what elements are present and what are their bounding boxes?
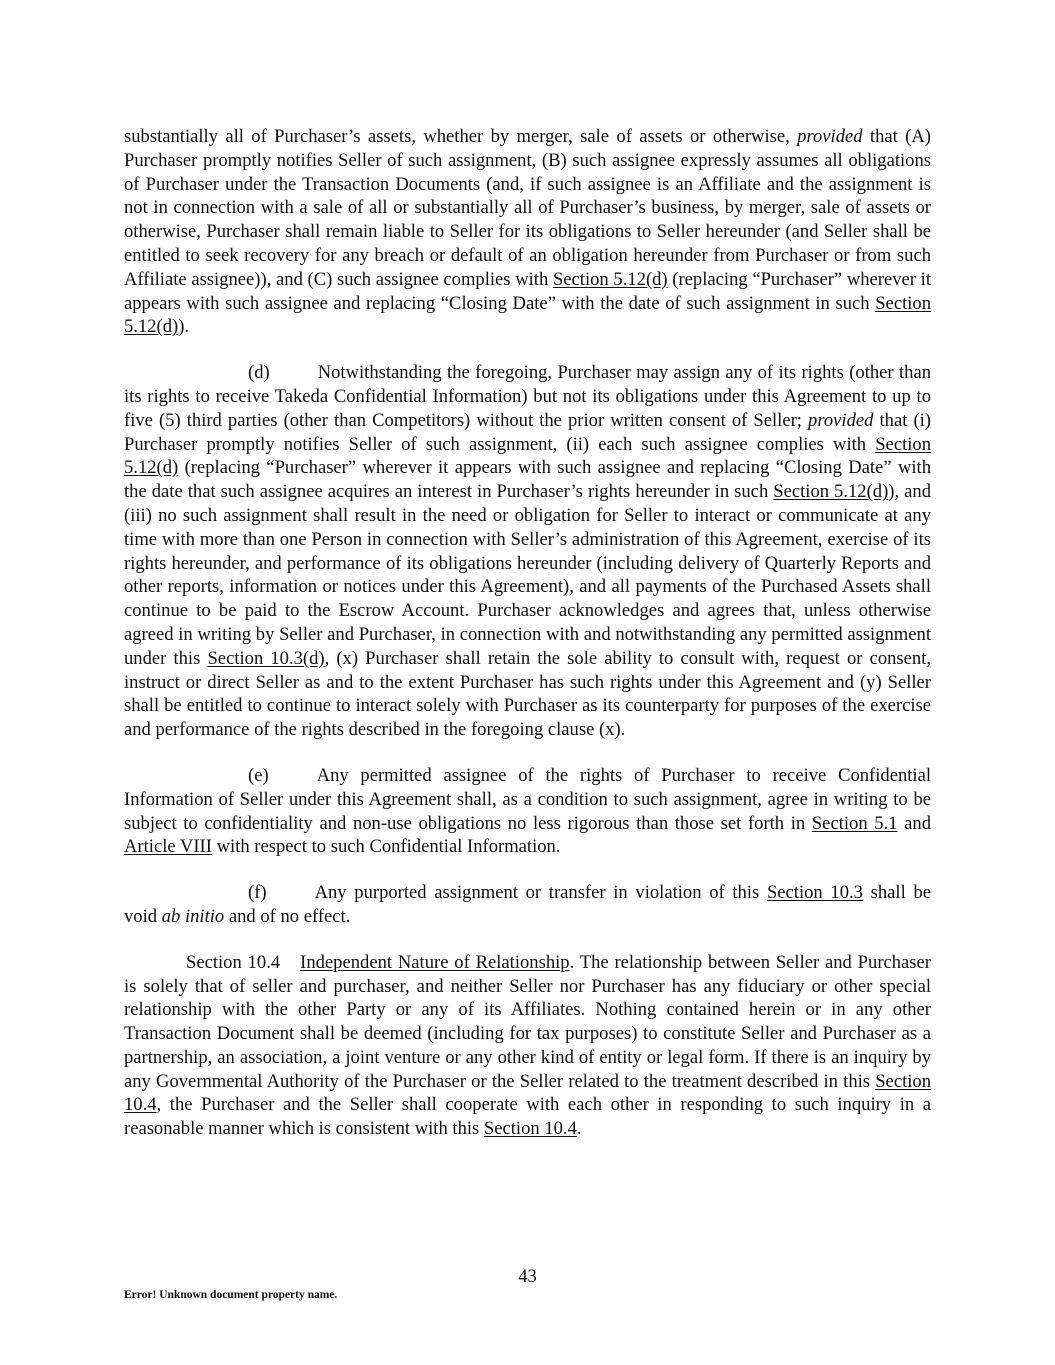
text-run: (replacing “Purchaser” wherever it appears with such assignee and replacing “Closing Date” with the date that such assignee acquires an interest in Purchaser’s rights hereunder in such <box>124 457 931 503</box>
section-reference: Section 5.12(d) <box>124 292 931 338</box>
italic-term: provided <box>797 126 863 147</box>
section-10-4 <box>124 951 931 1141</box>
section-reference: Section 10.3(d) <box>207 647 325 669</box>
text-run: ). <box>178 316 190 338</box>
clause-label: (d) <box>248 362 270 384</box>
section-reference: Section 5.12(d) <box>552 268 668 290</box>
text-run: Any permitted assignee of the rights of Purchaser to receive Confidential Information of Seller under this Agreement shall, as a condition to such assignment, agree in writing to be subject to confidentiality and non-use obligations no less rigorous than those set forth in <box>124 764 931 834</box>
text-run: that (i) Purchaser promptly notifies Seller of such assignment, (ii) each such assignee complies with <box>124 409 932 455</box>
text-run: (replacing “Purchaser” wherever it appears with such assignee and replacing “Closing Date” with the date of such assignment in such <box>124 268 931 314</box>
footer-error-note: Error! Unknown document property name. <box>124 1289 338 1301</box>
text-run: ), and (iii) no such assignment shall result in the need or obligation for Seller to interact or communicate at any time with more than one Person in connection with Seller’s administration of this Agreement, exercise of its rights hereunder, and performance of its obligations hereunder (including delivery of Quarterly Reports and other reports, information or notices under this Agreement), and all payments of the Purchased Assets shall continue to be paid to the Escrow Account. Purchaser acknowledges and agrees that, unless otherwise agreed in writing by Seller and Purchaser, in connection with and notwithstanding any permitted assignment under this <box>124 481 931 669</box>
text-run: . The relationship between Seller and Purchaser is solely that of seller and purchaser, and neither Seller nor Purchaser has any fiduciary or other special relationship with the other Party or any of its Affiliates. Nothing contained herein or in any other Transaction Document shall be deemed (including for tax purposes) to constitute Seller and Purchaser as a partnership, an association, a joint venture or any other kind of entity or legal form. If there is an inquiry by any Governmental Authority of the Purchaser or the Seller related to the treatment described in this <box>124 951 931 1092</box>
section-number: Section 10.4 <box>186 951 281 973</box>
clause-label: (f) <box>248 882 267 904</box>
section-reference: Section 10.3 <box>766 882 863 904</box>
text-run: and of no effect. <box>224 905 351 927</box>
section-reference: Section 5.12(d) <box>124 433 931 479</box>
text-run: shall be void <box>124 882 931 927</box>
section-heading: Independent Nature of Relationship <box>300 951 570 973</box>
text-run: that (A) Purchaser promptly notifies Seller of such assignment, (B) such assignee expressly assumes all obligations of Purchaser under the Transaction Documents (and, if such assignee is an Affiliate and the assignment is not in connection with a sale of all or substantially all of Purchaser’s business, by merger, sale of assets or otherwise, Purchaser shall remain liable to Seller for its obligations to Seller hereunder (and Seller shall be entitled to seek recovery for any breach or default of an obligation hereunder from Purchaser or from such Affiliate assignee)), and (C) such assignee complies with <box>124 126 931 290</box>
page-number: 43 <box>518 1266 537 1287</box>
text-run: with respect to such Confidential Information. <box>211 836 561 858</box>
article-reference: Article VIII <box>124 836 212 858</box>
text-run: . <box>576 1118 582 1140</box>
italic-term: ab initio <box>161 905 225 927</box>
text-run: Notwithstanding the foregoing, Purchaser may assign any of its rights (other than its rights to receive Takeda Confidential Information) but not its obligations under this Agreement to up to five (5) third parties (other than Competitors) without the prior written consent of Seller; <box>124 362 931 431</box>
text-run: , (x) Purchaser shall retain the sole ability to consult with, request or consent, instruct or direct Seller as and to the extent Purchaser has such rights under this Agreement and (y) Seller shall be entitled to continue to interact solely with Purchaser as its counterparty for purposes of the exercise and performance of the rights described in the foregoing clause (x). <box>124 647 932 741</box>
section-reference: Section 5.12(d) <box>773 481 889 503</box>
paragraph-c-continuation <box>124 125 931 339</box>
paragraph-d <box>124 361 931 742</box>
italic-term: provided <box>808 409 874 431</box>
text-run: and <box>897 812 931 834</box>
paragraph-e <box>124 764 931 859</box>
clause-label: (e) <box>248 764 269 786</box>
section-reference: Section 10.4 <box>483 1118 577 1140</box>
text-run: substantially all of Purchaser’s assets, whether by merger, sale of assets or otherwise, <box>124 126 798 147</box>
section-reference: Section 10.4 <box>124 1070 931 1116</box>
section-reference: Section 5.1 <box>811 812 898 834</box>
text-run: , the Purchaser and the Seller shall cooperate with each other in responding to such inquiry in a reasonable manner which is consistent with this <box>124 1094 931 1140</box>
paragraph-f <box>124 881 931 929</box>
text-run: Any purported assignment or transfer in violation of this <box>314 882 767 904</box>
document-body <box>124 125 931 1163</box>
